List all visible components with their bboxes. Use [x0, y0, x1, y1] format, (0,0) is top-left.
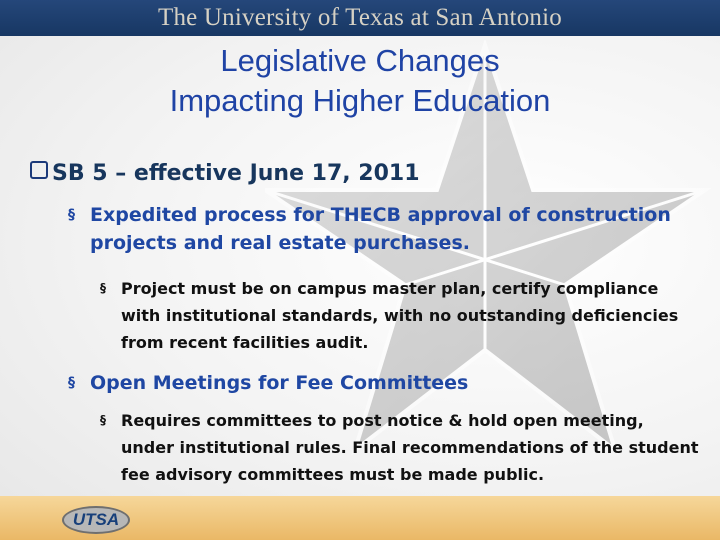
checkbox-bullet-icon: [30, 161, 48, 179]
section-bullet-icon: §: [100, 281, 106, 295]
university-banner: [0, 0, 720, 36]
section-bullet-icon: §: [68, 375, 75, 391]
title-line-1: Legislative Changes: [220, 43, 500, 78]
section-bullet-icon: §: [100, 413, 106, 427]
bullet-point-1: [68, 201, 678, 257]
banner-text: The University of Texas at San Antonio: [158, 4, 562, 31]
main-bullet-text: SB 5 – effective June 17, 2011: [52, 161, 420, 186]
slide-title: [60, 41, 660, 121]
utsa-logo: [62, 506, 130, 534]
utsa-logo-text: UTSA: [72, 510, 120, 529]
sub-bullet-2: [100, 407, 700, 488]
bullet-point-2: [68, 369, 678, 397]
sub-bullet-1: [100, 275, 700, 356]
sub-bullet-2-text: Requires committees to post notice & hold open meeting, under institutional rules. Final recommendations of the student fee advisory committees must be made public.: [121, 411, 699, 484]
main-bullet: [30, 157, 690, 191]
section-bullet-icon: §: [68, 207, 75, 223]
bullet-point-2-text: Open Meetings for Fee Committees: [90, 372, 469, 394]
title-line-2: Impacting Higher Education: [169, 83, 551, 118]
bullet-point-1-text: Expedited process for THECB approval of construction projects and real estate purchases.: [90, 204, 671, 254]
sub-bullet-1-text: Project must be on campus master plan, certify compliance with institutional standards, with no outstanding deficiencies from recent facilities audit.: [121, 279, 679, 352]
